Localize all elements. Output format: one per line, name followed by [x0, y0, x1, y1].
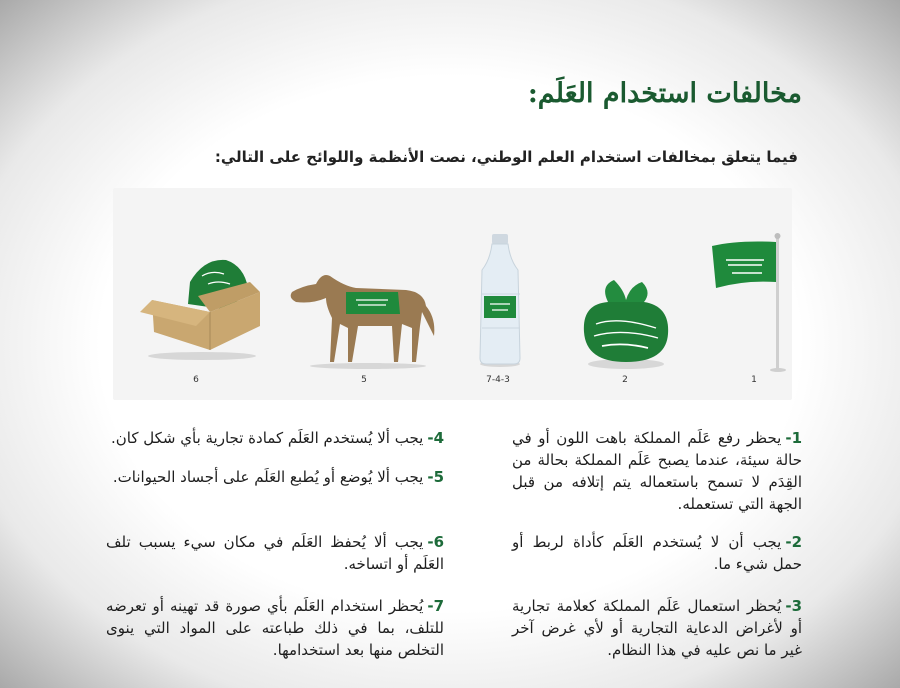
item-number: 2-: [785, 533, 802, 551]
item-text: يُحظر استخدام العَلَم بأي صورة قد تهينه أو تعرضه للتلف، بما في ذلك طباعته على المواد التي ينوى التخلص منها بعد استخدامها.: [106, 597, 444, 659]
figure-number-1: 1: [751, 375, 757, 385]
list-item-4: [106, 427, 444, 449]
list-item-5: [106, 466, 444, 488]
figure-number-2: 2: [622, 375, 628, 385]
list-item-7: [106, 595, 444, 661]
figure-number-6: 6: [193, 375, 199, 385]
list-item-2: [512, 531, 802, 575]
item-text: يجب ألا يُوضع أو يُطبع العَلَم على أجساد الحيوانات.: [112, 468, 424, 486]
flag-on-pole-icon: [708, 232, 786, 374]
water-bottle-with-flag-label-icon: [474, 232, 526, 368]
figure-number-7-4-3: 7-4-3: [486, 375, 510, 385]
page-title: مخالفات استخدام العَلَم:: [527, 78, 802, 109]
figure-number-5: 5: [361, 375, 367, 385]
item-text: يجب ألا يُحفظ العَلَم في مكان سيء يسبب تلف العَلَم أو اتساخه.: [106, 533, 444, 573]
cardboard-box-with-flags-icon: [138, 254, 266, 362]
item-text: يُحظر استعمال عَلَم المملكة كعلامة تجارية أو لأغراض الدعاية التجارية أو لأي غرض آخر غير ما نص عليه في هذا النظام.: [512, 597, 802, 659]
item-number: 6-: [427, 533, 444, 551]
item-number: 4-: [427, 429, 444, 447]
list-item-3: [512, 595, 802, 661]
item-text: يجب ألا يُستخدم العَلَم كمادة تجارية بأي شكل كان.: [111, 429, 424, 447]
item-number: 3-: [785, 597, 802, 615]
item-number: 1-: [785, 429, 802, 447]
list-item-6: [106, 531, 444, 575]
intro-text: فيما يتعلق بمخالفات استخدام العلم الوطني، نصت الأنظمة واللوائح على التالي:: [214, 148, 798, 166]
item-number: 7-: [427, 597, 444, 615]
item-text: يحظر رفع عَلَم المملكة باهت اللون أو في حالة سيئة، عندما يصبح عَلَم المملكة بحالة من القِدَم لا تسمح باستعماله يتم إتلافه من قبل الجهة التي تستعمله.: [512, 429, 802, 513]
list-item-1: [512, 427, 802, 515]
horse-with-flag-icon: [286, 266, 442, 370]
item-number: 5-: [427, 468, 444, 486]
flag-wrapped-bundle-icon: [578, 272, 674, 370]
item-text: يجب أن لا يُستخدم العَلَم كأداة لربط أو حمل شيء ما.: [512, 533, 802, 573]
